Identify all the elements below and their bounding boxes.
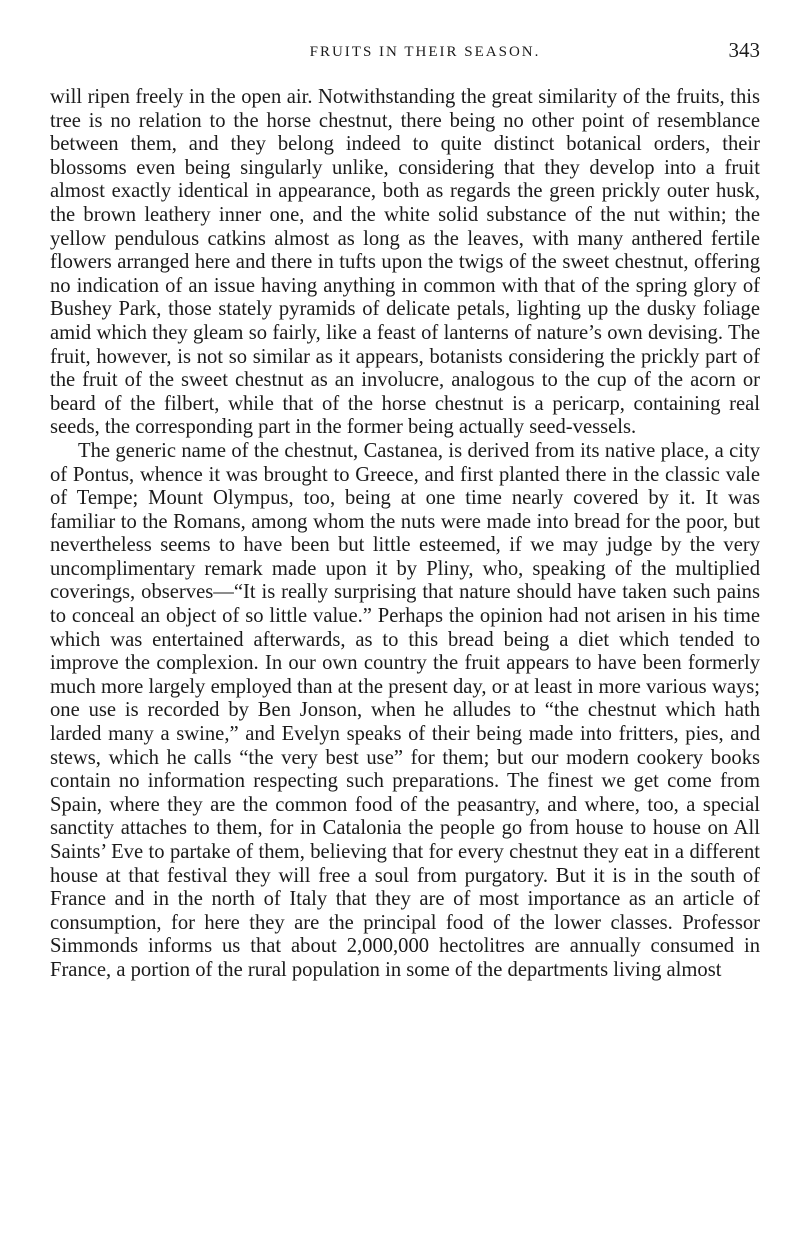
paragraph-continued: will ripen freely in the open air. Notwithstanding the great similarity of the fruits, this tree is no relation to the horse chestnut, there being no other point of resemblance between them, and they belong indeed to quite distinct botanical orders, their blossoms even being singularly unlike, considering that they develop into a fruit almost exactly identical in appearance, both as regards the green prickly outer husk, the brown leathery inner one, and the white solid substance of the nut within; the yellow pendulous catkins almost as long as the leaves, with many anthered fertile flowers arranged here and there in tufts upon the twigs of the sweet chestnut, offering no indication of an issue having anything in common with that of the spring glory of Bushey Park, those stately pyramids of delicate petals, lighting up the dusky foliage amid which they gleam so fairly, like a feast of lanterns of nature’s own devising. The fruit, however, is not so similar as it appears, botanists considering the prickly part of the fruit of the sweet chestnut as an involucre, analogous to the cup of the acorn or beard of the filbert, while that of the horse chestnut is a pericarp, containing real seeds, the corresponding part in the former being actually seed-vessels. <box>50 86 760 439</box>
paragraph-castanea: The generic name of the chestnut, Castanea, is derived from its native place, a city of Pontus, whence it was brought to Greece, and first planted there in the classic vale of Tempe; Mount Olympus, too, being at one time nearly covered by it. It was familiar to the Romans, among whom the nuts were made into bread for the poor, but nevertheless seems to have been but little esteemed, if we may judge by the very uncomplimentary remark made upon it by Pliny, who, speaking of the multiplied coverings, observes—“It is really surprising that nature should have taken such pains to conceal an object of so little value.” Perhaps the opinion had not arisen in his time which was entertained afterwards, as to this bread being a diet which tended to improve the complexion. In our own country the fruit appears to have been formerly much more largely employed than at the present day, or at least in more various ways; one use is recorded by Ben Jonson, when he alludes to “the chestnut which hath larded many a swine,” and Evelyn speaks of their being made into fritters, pies, and stews, which he calls “the very best use” for them; but our modern cookery books contain no information respecting such preparations. The finest we get come from Spain, where they are the common food of the peasantry, and where, too, a special sanctity attaches to them, for in Catalonia the people go from house to house on All Saints’ Eve to partake of them, believing that for every chestnut they eat in a different house at that festival they will free a soul from purgatory. But it is in the south of France and in the north of Italy that they are of most importance as an article of consumption, for here they are the principal food of the lower classes. Professor Simmonds informs us that about 2,000,000 hectolitres are annually consumed in France, a portion of the rural population in some of the departments living almost <box>50 439 760 981</box>
running-title: FRUITS IN THEIR SEASON. <box>309 44 541 60</box>
page-number: 343 <box>728 38 760 62</box>
book-page <box>50 38 760 983</box>
running-head <box>50 38 760 72</box>
body-text <box>50 86 760 983</box>
